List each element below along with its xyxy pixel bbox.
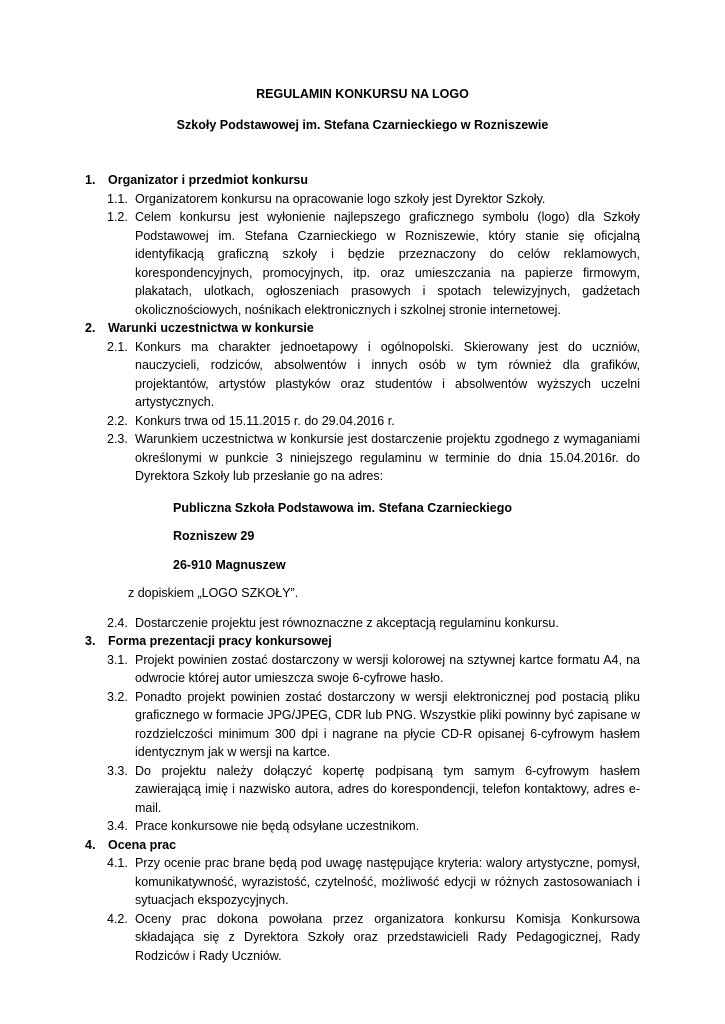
section-heading: [0, 171, 640, 190]
list-item: [0, 910, 640, 966]
item-text: Organizatorem konkursu na opracowanie logo szkoły jest Dyrektor Szkoły.: [135, 191, 546, 206]
item-text: Konkurs ma charakter jednoetapowy i ogólnopolski. Skierowany jest do uczniów, nauczycieli, rodziców, absolwentów i innych osób w tym również dla grafików, projektantów, artystów plastyków oraz studentów i absolwentów wyższych uczelni artystycznych.: [135, 339, 640, 409]
item-text: Celem konkursu jest wyłonienie najlepszego graficznego symbolu (logo) dla Szkoły Podstawowej im. Stefana Czarnieckiego w Rozniszewie, który stanie się oficjalną identyfikacją graficzną szkoły i będzie przeznaczony do celów reklamowych, korespondencyjnych, promocyjnych, itp. oraz umieszczania na papierze firmowym, plakatach, ulotkach, ogłoszeniach prasowych i spotach telewizyjnych, gadżetach okolicznościowych, nośnikach elektronicznych i szkolnej stronie internetowej.: [135, 210, 640, 317]
list-item: [0, 688, 640, 762]
list-item: [0, 430, 640, 486]
address-line: Publiczna Szkoła Podstawowa im. Stefana Czarnieckiego: [173, 500, 512, 515]
item-number: 3.3.: [107, 763, 128, 778]
item-number: 2.1.: [107, 339, 128, 354]
address-note: z dopiskiem „LOGO SZKOŁY”.: [128, 586, 299, 600]
item-text: Prace konkursowe nie będą odsyłane uczestnikom.: [135, 819, 420, 833]
item-number: 2.3.: [107, 432, 128, 446]
item-number: 1.2.: [107, 210, 128, 224]
list-item: [0, 190, 640, 209]
section-heading: [0, 836, 640, 855]
item-number: 3.2.: [107, 689, 128, 704]
item-number: 3.4.: [107, 819, 128, 833]
section-title: Ocena prac: [108, 837, 177, 852]
list-item: [0, 817, 640, 836]
list-item: [0, 208, 640, 319]
address-line: Rozniszew 29: [173, 529, 255, 543]
section-title: Organizator i przedmiot konkursu: [108, 173, 309, 187]
list-item: [0, 412, 640, 431]
document-body: [0, 171, 725, 965]
item-number: 1.1.: [107, 191, 128, 206]
list-item: [0, 614, 640, 633]
item-number: 4.1.: [107, 856, 128, 870]
section-heading: [0, 319, 640, 338]
section-number: 2.: [85, 321, 96, 335]
section-heading: [0, 632, 640, 651]
item-number: 2.2.: [107, 413, 128, 428]
section-number: 4.: [85, 837, 96, 852]
item-number: 3.1.: [107, 652, 128, 667]
section-title: Forma prezentacji pracy konkursowej: [108, 634, 332, 648]
list-item: [0, 651, 640, 688]
item-text: Warunkiem uczestnictwa w konkursie jest dostarczenie projektu zgodnego z wymaganiami określonymi w punkcie 3 niniejszego regulaminu w terminie do dnia 15.04.2016r. do Dyrektora Szkoły lub przesłanie go na adres:: [135, 432, 640, 483]
item-text: Do projektu należy dołączyć kopertę podpisaną tym samym 6-cyfrowym hasłem zawierającą imię i nazwisko autora, adres do korespondencji, telefon kontaktowy, adres e-mail.: [135, 763, 640, 815]
document-title: REGULAMIN KONKURSU NA LOGO: [256, 87, 469, 101]
item-text: Konkurs trwa od 15.11.2015 r. do 29.04.2016 r.: [135, 413, 395, 428]
item-text: Projekt powinien zostać dostarczony w wersji kolorowej na sztywnej kartce formatu A4, na odwrocie której autor umieszcza swoje 6-cyfrowe hasło.: [135, 652, 640, 685]
section-title: Warunki uczestnictwa w konkursie: [108, 321, 314, 335]
item-text: Ponadto projekt powinien zostać dostarczony w wersji elektronicznej pod postacią pliku graficznego w formacie JPG/JPEG, CDR lub PNG. Wszystkie pliki powinny być zapisane w rozdzielczości minimum 300 dpi i nagrane na płycie CD-R opisanej 6-cyfrowym hasłem identycznym jak w wersji na kartce.: [135, 689, 640, 759]
item-text: Przy ocenie prac brane będą pod uwagę następujące kryteria: walory artystyczne, pomysł, komunikatywność, wyrazistość, czytelność, możliwość edycji w różnych zastosowaniach i sytuacjach ekspozycyjnych.: [135, 856, 640, 907]
section-number: 3.: [85, 634, 96, 648]
document-subtitle: Szkoły Podstawowej im. Stefana Czarnieckiego w Rozniszewie: [176, 118, 549, 132]
list-item: [0, 338, 640, 412]
list-item: [0, 762, 640, 818]
item-text: Dostarczenie projektu jest równoznaczne z akceptacją regulaminu konkursu.: [135, 615, 559, 630]
item-text: Oceny prac dokona powołana przez organizatora konkursu Komisja Konkursowa składająca się z Dyrektora Szkoły oraz przedstawicieli Rady Pedagogicznej, Rady Rodziców i Rady Uczniów.: [135, 911, 640, 963]
section-number: 1.: [85, 173, 96, 187]
item-number: 2.4.: [107, 615, 128, 630]
list-item: [0, 854, 640, 910]
item-number: 4.2.: [107, 911, 128, 926]
address-line: 26-910 Magnuszew: [173, 557, 286, 572]
